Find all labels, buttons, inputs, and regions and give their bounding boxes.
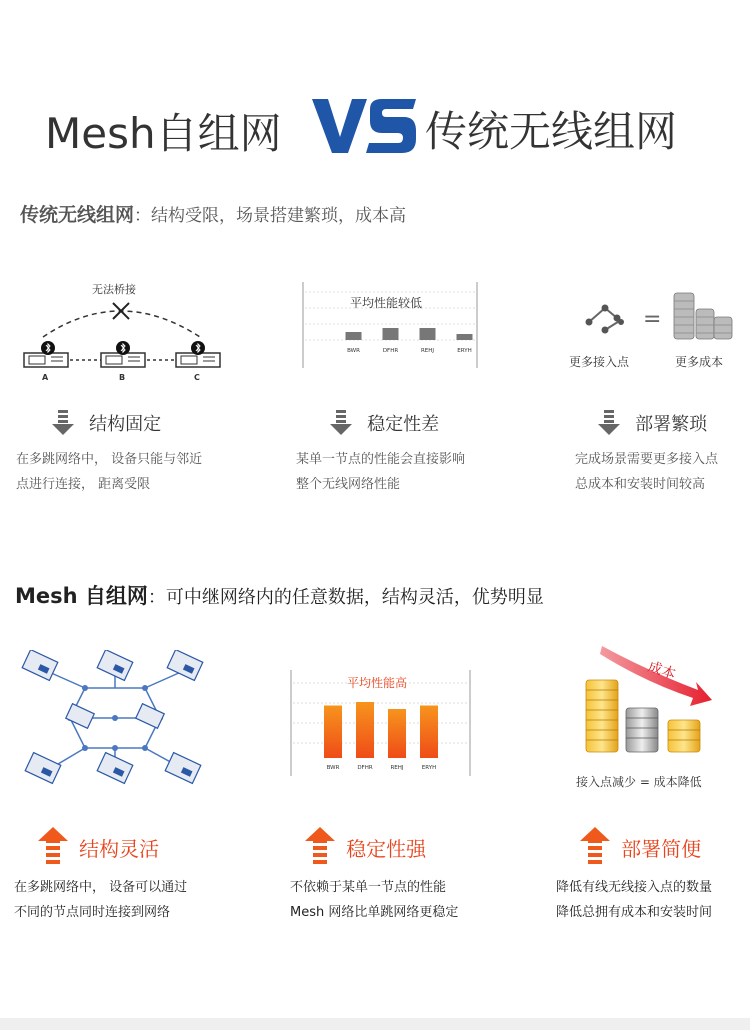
chart-tick-label: DFHR: [382, 348, 399, 354]
chart-bar: [420, 328, 436, 340]
feature-flexible-structure: [38, 827, 159, 867]
bridge-diagram: [15, 275, 230, 390]
node-a-label: A: [42, 373, 49, 382]
feature-poor-stability: [330, 410, 439, 436]
feature-desc: [556, 875, 712, 925]
feature-desc-line: 不同的节点同时连接到网络: [14, 905, 171, 920]
equals-icon: =: [643, 307, 662, 332]
chart-tick-label: BWR: [326, 765, 340, 771]
feature-desc-line: 降低有线无线接入点的数量: [556, 880, 713, 895]
feature-desc-line: 完成场景需要更多接入点: [575, 452, 719, 467]
feature-desc-line: Mesh 网络比单跳网络更稳定: [290, 905, 459, 920]
high-performance-chart: [283, 668, 478, 780]
up-arrow-icon: [38, 827, 68, 867]
device-a: [23, 347, 69, 382]
chart-bar: [356, 702, 374, 758]
chart-tick-label: BWR: [347, 348, 360, 354]
chart-bar: [383, 328, 399, 340]
down-arrow-icon: [330, 410, 352, 436]
node-c-label: C: [194, 373, 200, 382]
feature-easy-deploy: [580, 827, 701, 867]
traditional-heading-bold: 传统无线组网: [20, 204, 135, 226]
feature-strong-stability: [305, 827, 426, 867]
bluetooth-icon: [41, 341, 55, 355]
chart-bar: [420, 706, 438, 759]
feature-desc-line: 降低总拥有成本和安装时间: [556, 905, 713, 920]
feature-desc-line: 点进行连接， 距离受限: [16, 477, 151, 492]
chart-bar: [457, 334, 473, 340]
feature-desc: [296, 447, 465, 497]
feature-desc-line: 在多跳网络中， 设备只能与邻近: [16, 452, 203, 467]
feature-desc: [14, 875, 187, 925]
chart-bar: [346, 332, 362, 340]
low-performance-chart: [295, 280, 485, 372]
bluetooth-icon: [116, 341, 130, 355]
feature-desc-line: 不依赖于某单一节点的性能: [290, 880, 447, 895]
feature-title: 部署繁琐: [635, 414, 708, 435]
feature-desc-line: 整个无线网络性能: [296, 477, 401, 492]
chart-bar: [324, 706, 342, 759]
vs-logo: [310, 95, 420, 157]
more-points-label: 更多接入点: [569, 355, 630, 369]
feature-desc-line: 某单一节点的性能会直接影响: [296, 452, 466, 467]
device-c: [175, 347, 221, 382]
feature-complex-deploy: [598, 410, 707, 436]
mesh-heading: [15, 580, 544, 610]
more-cost-label: 更多成本: [675, 355, 724, 369]
chart-tick-label: REHJ: [390, 765, 404, 771]
chart-tick-label: REHJ: [420, 348, 435, 354]
page-title: [0, 95, 750, 170]
nodes-icon: [583, 300, 628, 340]
chart-tick-label: ERYH: [457, 348, 472, 354]
feature-desc: [575, 447, 718, 497]
mesh-heading-bold: Mesh 自组网: [15, 584, 148, 608]
traditional-heading: [20, 200, 406, 227]
chart2-title: 平均性能高: [347, 676, 408, 690]
chart-tick-label: ERYH: [421, 765, 437, 771]
node-b-label: B: [119, 373, 126, 382]
bottom-divider: [0, 1018, 750, 1030]
title-traditional: 传统无线组网: [425, 107, 678, 156]
feature-title: 结构固定: [89, 414, 162, 435]
cost-caption: 接入点减少 = 成本降低: [576, 775, 702, 789]
bluetooth-icon: [191, 341, 205, 355]
up-arrow-icon: [305, 827, 335, 867]
feature-title: 稳定性差: [367, 414, 440, 435]
down-arrow-icon: [598, 410, 620, 436]
traditional-heading-rest: ：结构受限，场景搭建繁琐，成本高: [134, 206, 407, 226]
title-mesh: Mesh自组网: [45, 109, 282, 158]
feature-desc: [290, 875, 458, 925]
feature-desc-line: 在多跳网络中， 设备可以通过: [14, 880, 188, 895]
chart-tick-label: DFHR: [357, 765, 373, 771]
cost-arrow-label: 成本: [645, 659, 678, 683]
feature-title: 结构灵活: [79, 836, 160, 861]
feature-title: 部署简便: [621, 836, 702, 861]
up-arrow-icon: [580, 827, 610, 867]
mesh-heading-rest: ：可中继网络内的任意数据，结构灵活，优势明显: [147, 587, 544, 608]
bridge-label: 无法桥接: [92, 283, 136, 296]
device-b: [100, 347, 146, 382]
down-arrow-icon: [52, 410, 74, 436]
more-cost-illustration: [565, 285, 740, 380]
chart1-title: 平均性能较低: [350, 296, 423, 310]
mesh-network-diagram: [20, 650, 215, 790]
feature-fixed-structure: [52, 410, 161, 436]
coins-gray-icon: [670, 287, 735, 342]
feature-title: 稳定性强: [346, 836, 427, 861]
cost-reduction-illustration: [570, 642, 740, 800]
feature-desc: [16, 447, 202, 497]
chart-bar: [388, 709, 406, 758]
feature-desc-line: 总成本和安装时间较高: [575, 477, 706, 492]
